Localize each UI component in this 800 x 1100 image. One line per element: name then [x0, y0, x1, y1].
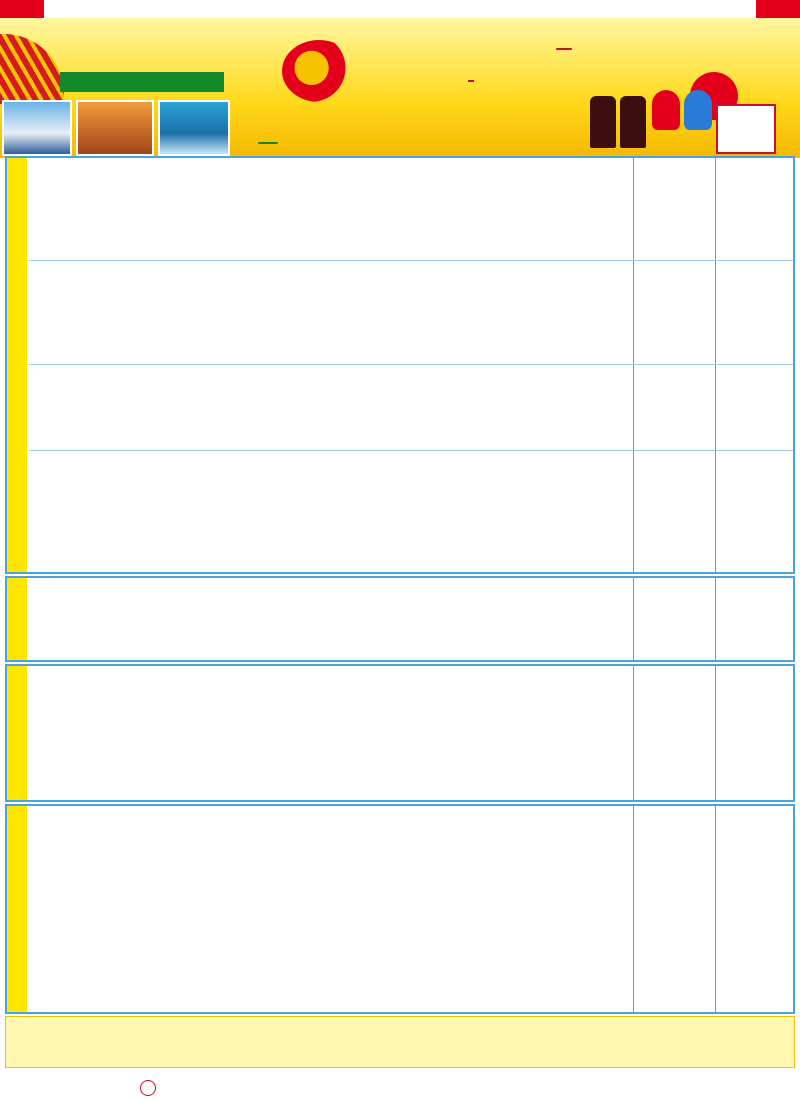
section-family	[5, 664, 795, 802]
slogan-sub	[258, 142, 278, 144]
price-divider	[715, 806, 716, 1014]
price-divider	[633, 666, 634, 802]
price-divider	[715, 666, 716, 802]
tour-block	[29, 158, 795, 261]
section-self-drive	[5, 576, 795, 662]
ad-label-right	[756, 0, 800, 20]
page-bottom	[0, 1076, 800, 1100]
section-label	[7, 158, 27, 572]
section-five-star	[5, 804, 795, 1014]
snake-icon	[282, 40, 356, 102]
tour-block	[29, 365, 795, 451]
expert-badge	[556, 48, 572, 50]
section-label	[7, 806, 27, 1012]
fan-decoration	[0, 34, 64, 104]
child-figure-icon	[684, 90, 712, 130]
rock-photo	[76, 100, 154, 156]
ad-label-left	[0, 0, 44, 20]
price-divider	[633, 806, 634, 1014]
brand-name-en	[60, 72, 224, 92]
child-figure-icon	[652, 90, 680, 130]
wine-bottle-icon	[620, 96, 646, 148]
tour-block	[29, 451, 795, 574]
price-divider	[633, 578, 634, 662]
header-banner	[0, 18, 800, 158]
section-label	[7, 578, 27, 660]
section-label	[7, 666, 27, 800]
tour-block	[29, 261, 795, 365]
year-tag	[468, 80, 474, 82]
price-divider	[715, 578, 716, 662]
hong-icon	[140, 1080, 156, 1096]
wine-bottle-icon	[590, 96, 616, 148]
section-new-tours	[5, 156, 795, 574]
reef-photo	[158, 100, 230, 156]
contact-footer	[5, 1016, 795, 1068]
expert-seal	[716, 104, 776, 154]
opera-house-photo	[2, 100, 72, 156]
